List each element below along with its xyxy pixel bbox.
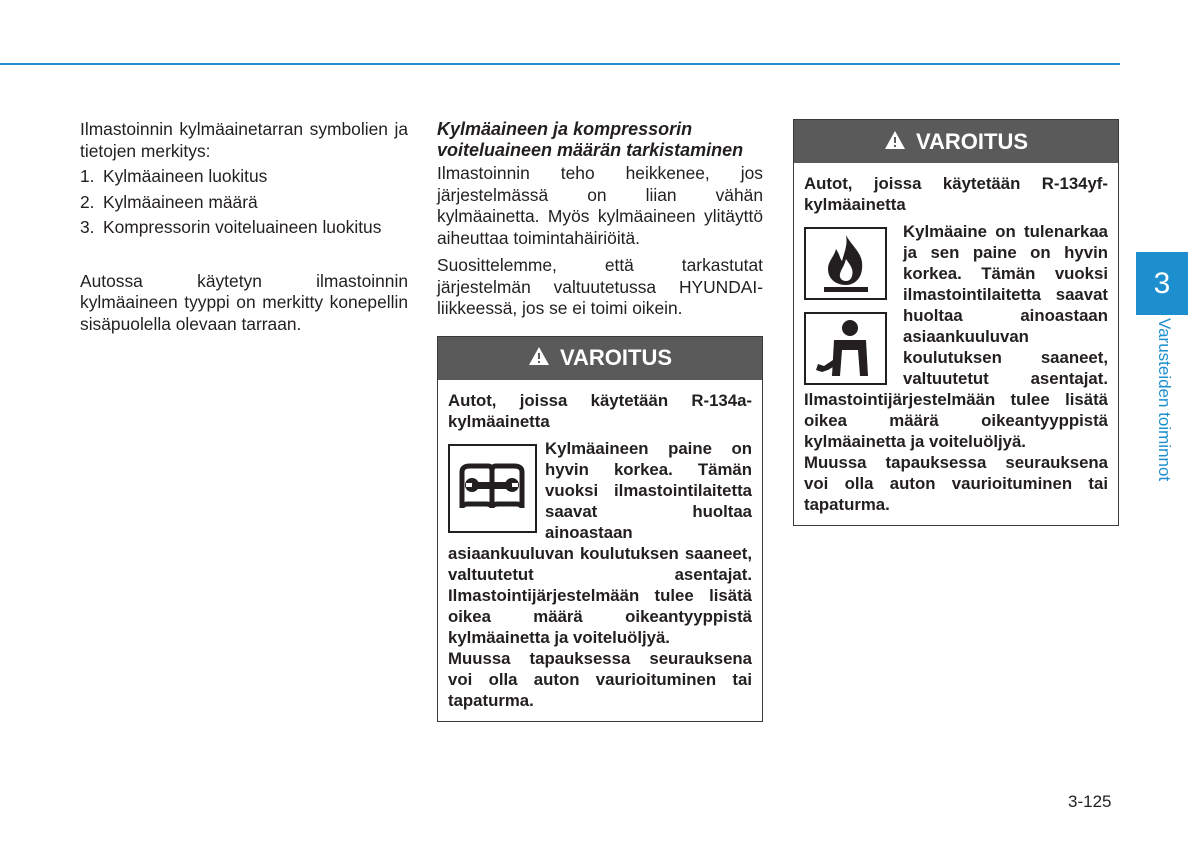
list-item: 1. Kylmäaineen luokitus xyxy=(80,166,268,186)
chapter-title: Varusteiden toiminnot xyxy=(1155,318,1174,482)
intro-text: Ilmastoinnin kylmäainetarran symbolien ja tietojen merkitys: xyxy=(80,119,408,161)
warning-title: VAROITUS xyxy=(559,345,673,371)
warning-text: Kylmäaineen paine on hyvin korkea. Tämän vuoksi ilmastointilaitetta saavat huoltaa ainoastaan asiaankuuluvan koulutuksen saaneet, valtuutetut asentajat. Ilmastointijärjestelmään tulee lisätä oikea määrä oikeantyyppistä kylmäainetta ja voiteluöljyä. xyxy=(448,438,752,647)
header-rule xyxy=(0,63,1120,65)
column-2 xyxy=(437,119,763,722)
warning-body xyxy=(794,163,1118,525)
paragraph: Ilmastoinnin teho heikkenee, jos järjestelmässä on liian vähän kylmäainetta. Myös kylmäaineen ylitäyttö aiheuttaa toimintahäiriöitä. xyxy=(437,163,763,248)
warning-title: VAROITUS xyxy=(915,128,1029,154)
page-number: 3-125 xyxy=(1068,792,1112,811)
column-1 xyxy=(80,119,408,335)
column-3 xyxy=(793,119,1119,526)
warning-box-r134yf xyxy=(793,119,1119,526)
warning-heading: Autot, joissa käytetään R-134yf-kylmäainetta xyxy=(804,174,1108,214)
chapter-tab: 3 xyxy=(1136,252,1188,315)
warning-header xyxy=(794,120,1118,163)
warning-triangle-icon xyxy=(884,130,906,154)
technician-icon xyxy=(804,312,887,385)
warning-box-r134a xyxy=(437,336,763,722)
label-items-list xyxy=(80,166,408,239)
list-item: 2. Kylmäaineen määrä xyxy=(80,191,258,212)
warning-heading: Autot, joissa käytetään R-134a-kylmäainetta xyxy=(448,390,752,431)
manual-wrench-icon xyxy=(448,444,537,533)
warning-text: Muussa tapauksessa seurauksena voi olla auton vaurioituminen tai tapaturma. xyxy=(804,453,1108,514)
refrigerant-note: Autossa käytetyn ilmastoinnin kylmäaineen tyyppi on merkitty konepellin sisäpuolella olevaan tarraan. xyxy=(80,270,408,334)
warning-triangle-icon xyxy=(528,346,550,370)
warning-text: Kylmäaine on tulenarkaa ja sen paine on hyvin korkea. Tämän vuoksi ilmastointilaitetta saavat huoltaa ainoastaan asiaankuuluvan koulutuksen saaneet, valtuutetut asentajat. Ilmastointijärjestelmään tulee lisätä oikea määrä oikeantyyppistä kylmäainetta ja voiteluöljyä. xyxy=(804,222,1108,451)
warning-text: Muussa tapauksessa seurauksena voi olla auton vaurioituminen tai tapaturma. xyxy=(448,648,752,710)
warning-body xyxy=(438,380,762,721)
flame-icon xyxy=(804,227,887,300)
warning-header xyxy=(438,337,762,380)
paragraph: Suosittelemme, että tarkastutat järjestelmän valtuutetussa HYUNDAI-liikkeessä, jos se ei toimi oikein. xyxy=(437,255,763,318)
symbol-stack xyxy=(804,227,893,385)
section-subheading: Kylmäaineen ja kompressorin voiteluaineen määrän tarkistaminen xyxy=(437,119,744,160)
list-item: 3. Kompressorin voiteluaineen luokitus xyxy=(80,217,382,237)
